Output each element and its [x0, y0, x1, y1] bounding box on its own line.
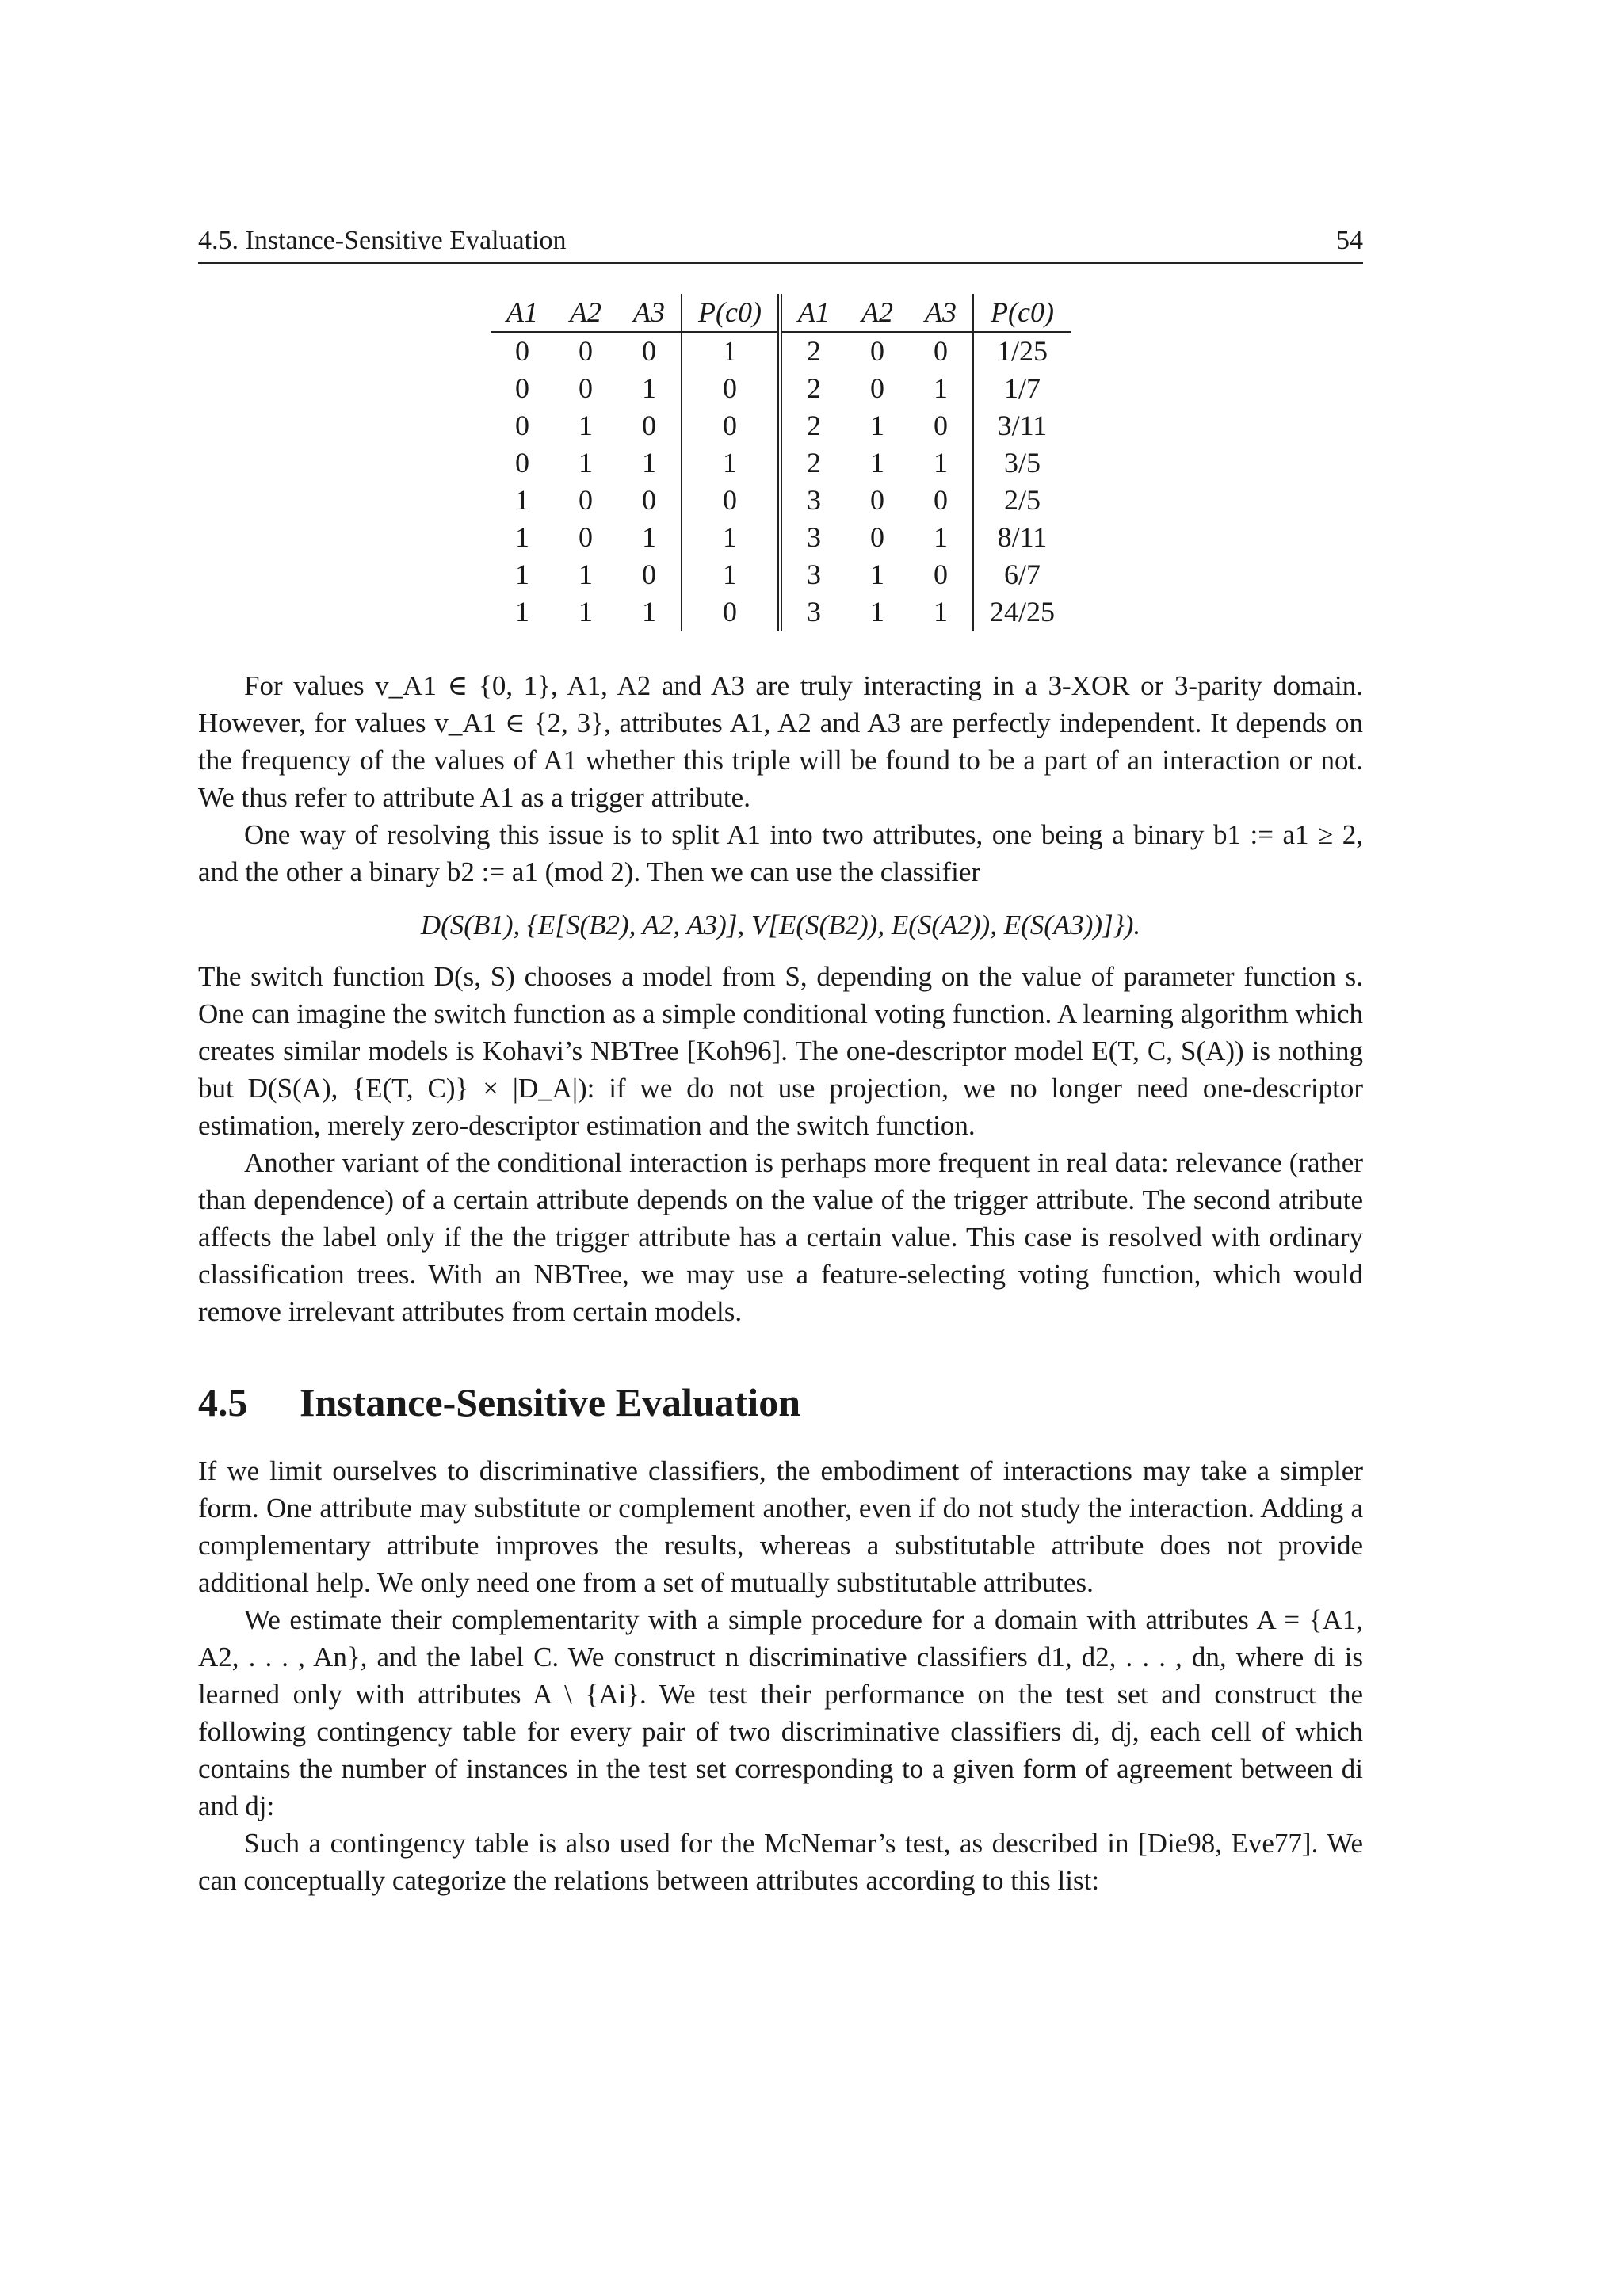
section-title: Instance-Sensitive Evaluation — [300, 1380, 801, 1425]
table-cell: 1 — [933, 372, 948, 404]
table-cell: 1 — [869, 596, 884, 627]
table-cell: 2 — [780, 444, 846, 482]
table-cell: 1 — [642, 372, 657, 404]
page-number: 54 — [1336, 226, 1363, 255]
section-paragraph-3: Such a contingency table is also used for the McNemar’s test, as described in [Die98, Eve77]. We can conceptually categorize the relations between attributes according to this list: — [198, 1828, 1363, 1896]
table-cell: 0 — [682, 370, 780, 407]
table-cell: 3/11 — [973, 407, 1071, 444]
table-row — [491, 593, 1071, 631]
table-cell: 1 — [579, 596, 594, 627]
table-cell: 1 — [869, 559, 884, 590]
table-cell: 3 — [780, 482, 846, 519]
table-cell: 1 — [682, 332, 780, 370]
table-cell: 1 — [682, 556, 780, 593]
table-cell: 1/25 — [973, 332, 1071, 370]
table-cell: 8/11 — [973, 519, 1071, 556]
table-header-cell: A3 — [617, 294, 682, 332]
table-cell: 0 — [579, 484, 594, 516]
table-cell: 1 — [869, 410, 884, 441]
table-cell: 0 — [869, 521, 884, 553]
table-cell: 1 — [869, 447, 884, 479]
table-cell: 1 — [933, 596, 948, 627]
table-header-cell: A1 — [780, 294, 846, 332]
paragraph-1: For values v_A1 ∈ {0, 1}, A1, A2 and A3 are truly interacting in a 3-XOR or 3-parity domain. However, for values v_A1 ∈ {2, 3}, attributes A1, A2 and A3 are perfectly independent. It depends on the frequency of the values of A1 whether this triple will be found to be a part of an interaction or not. We thus refer to attribute A1 as a trigger attribute. — [198, 670, 1363, 813]
table-cell: 1 — [642, 447, 657, 479]
table-cell: 1 — [642, 596, 657, 627]
table-cell: 0 — [579, 372, 594, 404]
section-heading — [198, 1379, 1363, 1425]
table-cell: 1 — [515, 559, 530, 590]
table-cell: 1 — [579, 410, 594, 441]
table-cell: 1 — [682, 519, 780, 556]
table-cell: 3 — [780, 556, 846, 593]
table-header-row — [491, 294, 1071, 332]
section-number: 4.5 — [198, 1380, 248, 1425]
table-row — [491, 519, 1071, 556]
table-row — [491, 370, 1071, 407]
section-body — [198, 1452, 1363, 1899]
table-row — [491, 444, 1071, 482]
running-head-title: 4.5. Instance-Sensitive Evaluation — [198, 226, 567, 255]
table-header-cell: A3 — [909, 294, 973, 332]
table-cell: 0 — [579, 521, 594, 553]
table-cell: 1 — [515, 484, 530, 516]
table-cell: 0 — [515, 447, 530, 479]
table-cell: 2/5 — [973, 482, 1071, 519]
table-cell: 0 — [642, 335, 657, 367]
table-row — [491, 407, 1071, 444]
paragraph-2: One way of resolving this issue is to split A1 into two attributes, one being a binary b1 := a1 ≥ 2, and the other a binary b2 := a1 (mod 2). Then we can use the classifier — [198, 819, 1363, 887]
table-cell: 0 — [515, 335, 530, 367]
table-row — [491, 482, 1071, 519]
table-cell: 1 — [579, 447, 594, 479]
table-cell: 1/7 — [973, 370, 1071, 407]
table-header-cell: A1 — [491, 294, 554, 332]
table-cell: 0 — [682, 593, 780, 631]
table-cell: 0 — [515, 372, 530, 404]
table-cell: 1 — [515, 596, 530, 627]
running-head — [198, 226, 1363, 264]
table-cell: 0 — [869, 372, 884, 404]
table-cell: 1 — [515, 521, 530, 553]
section-paragraph-2: We estimate their complementarity with a simple procedure for a domain with attributes A = {A1, A2, . . . , An}, and the label C. We construct n discriminative classifiers d1, d2, . . . , dn, where di is learned only with attributes A \ {Ai}. We test their performance on the test set and construct the following contingency table for every pair of two discriminative classifiers di, dj, each cell of which contains the number of instances in the test set corresponding to a given form of agreement between di and dj: — [198, 1604, 1363, 1821]
table-cell: 0 — [933, 410, 948, 441]
table-cell: 2 — [780, 370, 846, 407]
table-cell: 1 — [642, 521, 657, 553]
table-cell: 1 — [933, 521, 948, 553]
table-cell: 1 — [579, 559, 594, 590]
classifier-equation: D(S(B1), {E[S(B2), A2, A3)], V[E(S(B2)), E(S(A2)), E(S(A3))]}). — [420, 910, 1141, 940]
table-cell: 0 — [869, 335, 884, 367]
page — [198, 226, 1363, 1899]
table-cell: 0 — [642, 410, 657, 441]
table-cell: 0 — [515, 410, 530, 441]
table-header-cell: A2 — [554, 294, 617, 332]
table-cell: 0 — [682, 407, 780, 444]
table-body — [491, 332, 1071, 631]
table-cell: 0 — [933, 484, 948, 516]
table-cell: 1 — [933, 447, 948, 479]
table-cell: 0 — [642, 559, 657, 590]
table-header-cell: P(c0) — [682, 294, 780, 332]
table-row — [491, 556, 1071, 593]
table-cell: 0 — [682, 482, 780, 519]
body-text — [198, 667, 1363, 1330]
table-header-cell: A2 — [846, 294, 909, 332]
section-paragraph-1: If we limit ourselves to discriminative classifiers, the embodiment of interactions may take a simpler form. One attribute may substitute or complement another, even if do not study the interaction. Adding a complementary attribute improves the results, whereas a substitutable attribute does not provide additional help. We only need one from a set of mutually substitutable attributes. — [198, 1455, 1363, 1598]
table-cell: 0 — [642, 484, 657, 516]
table-cell: 0 — [869, 484, 884, 516]
table-cell: 6/7 — [973, 556, 1071, 593]
table-header-cell: P(c0) — [973, 294, 1071, 332]
table-cell: 2 — [780, 407, 846, 444]
table-cell: 3 — [780, 519, 846, 556]
table-cell: 0 — [933, 559, 948, 590]
table-cell: 3/5 — [973, 444, 1071, 482]
paragraph-3: The switch function D(s, S) chooses a model from S, depending on the value of parameter function s. One can imagine the switch function as a simple conditional voting function. A learning algorithm which creates similar models is Kohavi’s NBTree [Koh96]. The one-descriptor model E(T, C, S(A)) is nothing but D(S(A), {E(T, C)} × |D_A|): if we do not use projection, we no longer need one-descriptor estimation, merely zero-descriptor estimation and the switch function. — [198, 961, 1363, 1141]
table-cell: 3 — [780, 593, 846, 631]
table-cell: 24/25 — [973, 593, 1071, 631]
table-cell: 0 — [579, 335, 594, 367]
table-cell: 2 — [780, 332, 846, 370]
table-row — [491, 332, 1071, 370]
table-cell: 0 — [933, 335, 948, 367]
interaction-table — [491, 294, 1071, 631]
table-cell: 1 — [682, 444, 780, 482]
paragraph-4: Another variant of the conditional interaction is perhaps more frequent in real data: relevance (rather than dependence) of a certain attribute depends on the value of the trigger attribute. The second atribute affects the label only if the the trigger attribute has a certain value. This case is resolved with ordinary classification trees. With an NBTree, we may use a feature-selecting voting function, which would remove irrelevant attributes from certain models. — [198, 1147, 1363, 1327]
